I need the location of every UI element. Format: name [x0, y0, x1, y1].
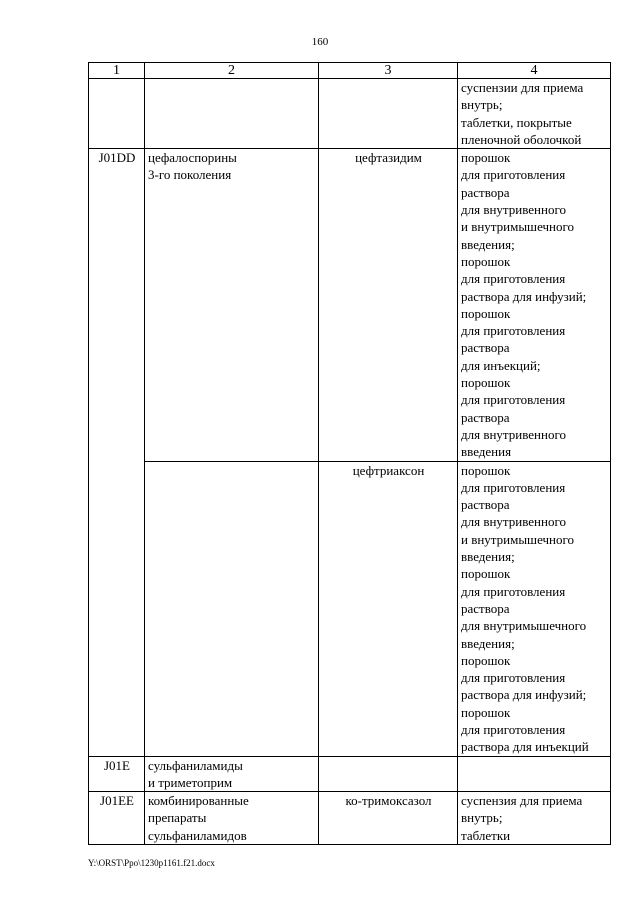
column-header: 4 [458, 63, 611, 79]
dosage-forms-cell [458, 756, 611, 792]
form-line: и внутримышечного [461, 531, 575, 547]
group-line: сульфаниламидов [148, 827, 247, 843]
atc-code-cell [89, 79, 145, 149]
table-row [89, 149, 611, 461]
form-line: порошок [461, 566, 511, 582]
form-line: для приготовления [461, 721, 566, 737]
dosage-forms-cell [458, 79, 611, 149]
form-line: введения; [461, 236, 515, 252]
form-line: таблетки, покрытые [461, 114, 572, 130]
form-line: для внутривенного [461, 202, 566, 218]
table-header-row [89, 63, 611, 79]
atc-code-cell: J01E [89, 756, 145, 792]
form-line: для внутримышечного [461, 618, 587, 634]
form-line: порошок [461, 305, 511, 321]
form-line: внутрь; [461, 810, 503, 826]
drug-name-cell [319, 756, 458, 792]
form-line: раствора [461, 497, 510, 513]
group-line: цефалоспорины [148, 150, 237, 166]
group-line: препараты [148, 810, 207, 826]
group-line: комбинированные [148, 793, 249, 809]
form-line: для приготовления [461, 167, 566, 183]
page-number: 160 [311, 36, 329, 48]
atc-code-cell: J01DD [89, 149, 145, 756]
form-line: раствора [461, 600, 510, 616]
form-line: порошок [461, 704, 511, 720]
dosage-forms-cell [458, 792, 611, 845]
form-line: таблетки [461, 827, 511, 843]
column-header: 3 [319, 63, 458, 79]
form-line: для внутривенного [461, 426, 566, 442]
drug-name-cell: цефтриаксон [319, 461, 458, 756]
column-header: 2 [145, 63, 319, 79]
form-line: раствора для инфузий; [461, 288, 587, 304]
file-path-footer: Y:\ORST\Ppo\1230p1161.f21.docx [88, 858, 215, 868]
group-cell [145, 149, 319, 461]
form-line: для приготовления [461, 670, 566, 686]
form-line: раствора [461, 409, 510, 425]
form-line: введения; [461, 635, 515, 651]
form-line: раствора для инфузий; [461, 687, 587, 703]
table-row [89, 756, 611, 792]
form-line: суспензия для приема [461, 793, 583, 809]
dosage-forms-cell [458, 461, 611, 756]
form-line: для приготовления [461, 392, 566, 408]
form-line: для внутривенного [461, 514, 566, 530]
group-line: и триметоприм [148, 774, 233, 790]
form-line: внутрь; [461, 97, 503, 113]
form-line: раствора [461, 340, 510, 356]
atc-code-cell: J01EE [89, 792, 145, 845]
group-cell [145, 792, 319, 845]
form-line: суспензии для приема [461, 80, 584, 95]
table-row [89, 461, 611, 756]
group-cell [145, 461, 319, 756]
group-line: сульфаниламиды [148, 757, 243, 773]
form-line: раствора [461, 184, 510, 200]
form-line: для инъекций; [461, 357, 541, 373]
group-cell [145, 756, 319, 792]
group-cell [145, 79, 319, 149]
form-line: порошок [461, 462, 511, 478]
drug-name-cell: ко-тримоксазол [319, 792, 458, 845]
table-row [89, 79, 611, 149]
form-line: введения [461, 444, 512, 460]
form-line: порошок [461, 375, 511, 391]
group-line: 3-го поколения [148, 167, 232, 183]
drug-name-cell: цефтазидим [319, 149, 458, 461]
form-line: для приготовления [461, 323, 566, 339]
form-line: для приготовления [461, 271, 566, 287]
form-line: порошок [461, 253, 511, 269]
drug-table [88, 62, 611, 845]
form-line: порошок [461, 150, 511, 166]
table-row [89, 792, 611, 845]
form-line: для приготовления [461, 583, 566, 599]
column-header: 1 [89, 63, 145, 79]
form-line: и внутримышечного [461, 219, 575, 235]
form-line: пленочной оболочкой [461, 131, 582, 147]
dosage-forms-cell [458, 149, 611, 461]
form-line: введения; [461, 549, 515, 565]
form-line: раствора для инъекций [461, 739, 589, 755]
drug-name-cell [319, 79, 458, 149]
form-line: для приготовления [461, 479, 566, 495]
form-line: порошок [461, 652, 511, 668]
